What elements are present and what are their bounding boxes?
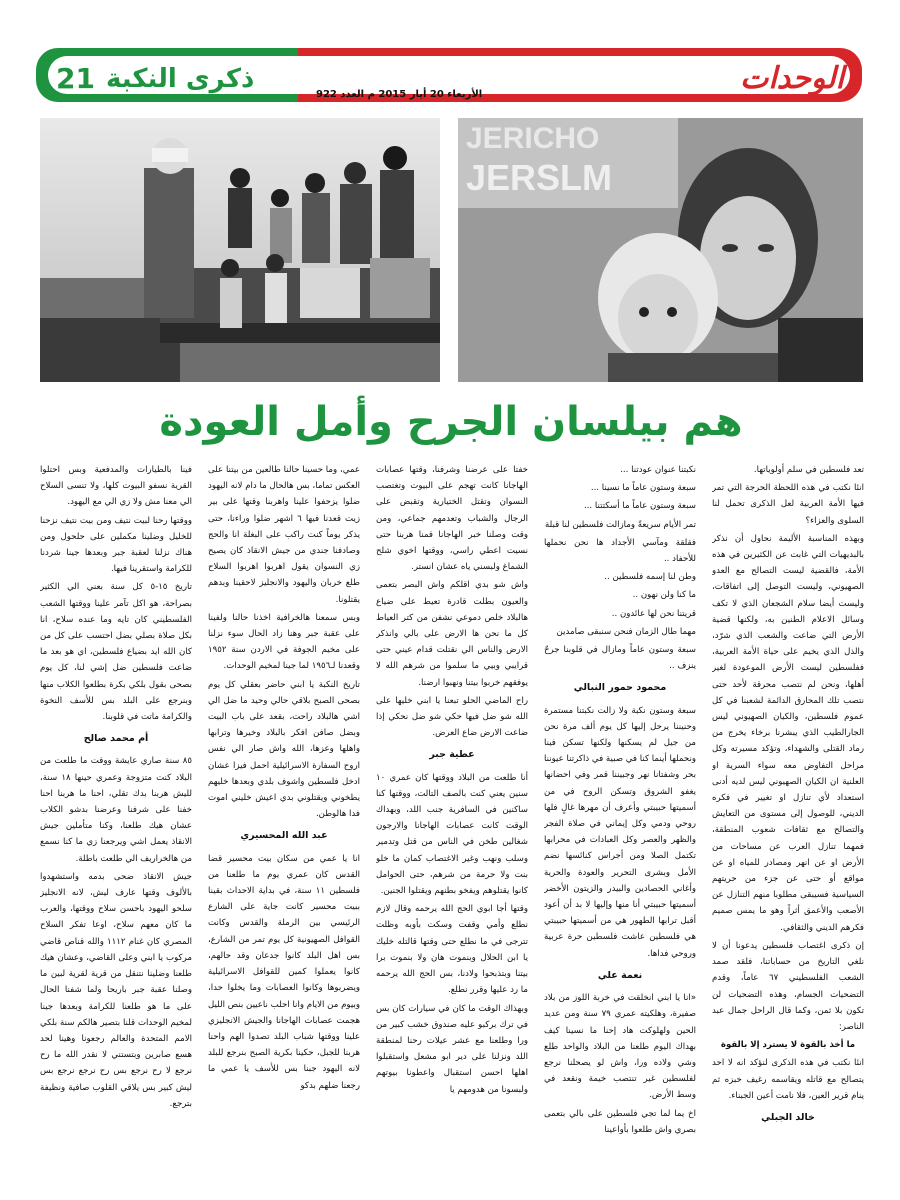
girl-child-image — [458, 118, 863, 382]
paragraph: انئا نكتب في هذه اللحظة الحرجة التي تمر فيها الأمة العربية لعل الذكرى تحمل لنا السلوى والعزاء؟ — [712, 483, 864, 526]
paragraph: تعد فلسطين في سلم أولوياتها. — [753, 465, 864, 475]
paragraph: وبهذه المناسبة الأليمة نحاول أن نذكر بالبديهيات التي غابت عن الكثيرين في هذه الأمة، فالقضية ليست التصالح مع العدو الصهيوني، وليست التوصل إلى اتفاقات، وليست أيضا سلام الشجعان الذي لا تكف وسائل الاعلام الطنين به، ولكنها قضية الأرض التي ضاعت والشعب الذي شرّد، والذل الذي يخيم على حياة الأمة العربية، ففلسطين ليست الأرض الموعودة لغير أهلها، ونحن لم نتصب محرقة لأحد حتى نتصب تلك المحارق الدائمة لشعبنا في كل عموم فلسطين، والكيان الصهيوني ليس الجارالطيب الذي يبشرنا برخاء يخرج من رماد القتلى والشهداء، وتؤكد مسيرته وكل مراحل التفاوض معه سواء السرية او العلنية ان الكيان الصهيوني ليس لديه أدنى استعداد لأي تنازل او تغيير في فكره الديني، للوصول إلى مستوى من التعايش والتصالح مع ثقافات شعوب المنطقة، فمهما تنازل العرب عن مساحات من الأرض او عن انهر ومصادر للمياه او عن مواقع أو حتى عن جزء من حريتهم السياسية فسيبقى مطلوبا منهم التنازل عن الأصعب والأعمق أثراً وهو ما يمس صميم فكرهم الديني والثقافي. — [712, 533, 864, 933]
column-5 — [40, 462, 192, 1174]
paragraph: سبعة وستون نكبة ولا زالت نكبتنا مستمرة وحنيننا يرحل إليها كل يوم ألف مرة نحن من جيل لم يسكنها ولكنها تسكن فينا ونحملها أينما كنا في صبية في ذاكرتنا عيوننا بحر وشفتانا نهر وجبيننا قمر وفي احضانها يغفو الشروق وتسكن الروح في من أسميتها حبيبتي وأعرف أن مهرها غالٍ فلها روحي ودمي وكل إيماني في صلاة الفجر والظهر والعصر وكل العبادات في محرابها تكتمل الصلا ومن أجراس كنائسها نضم الأمل وبشرى التحرير والعودة والحرية وأغاني الحصادين والبيدر والزيتون الأخضر أسميتها حبيبتي أنا منها وإليها لا بد أن أعود أقبل ترابها الطهور هي من أسميتها حبيبتي هي فلسطين عاشت فلسطين حرة عربية وروحي فداها. — [544, 705, 696, 959]
verse-line: ما كنا ولن نهون .. — [632, 590, 696, 601]
paragraph: إن ذكرى اغتصاب فلسطين يدعونا أن لا نلغي التاريخ من حساباتنا، فلقد صمد الشعب الفلسطيني ٦٧ عاماً، وقدم التضحيات الجسام، وهذه التضحيات لن تكون بلا ثمن، وكما قال الراحل جمال عبد الناصر: — [712, 940, 864, 1032]
paragraph: انئا نكتب في هذه الذكرى لنؤكد انه لا احد يتصالح مع قاتله ويقاسمه رغيف خبزه ثم ينام قرير العين، فلا نامت أعين الجبناء. — [712, 1058, 864, 1101]
verse-line: سبعة وستون عاماً ومازال في قلوبنا جرحٌ ينزف .. — [544, 645, 696, 672]
verse-line: قريتنا نحن لها عائدون .. — [611, 608, 696, 619]
verse-line: وطن لنا إسمه فلسطين .. — [604, 572, 696, 583]
verse-line: مهما طال الزمان فنحن سنبقى صامدين — [556, 626, 696, 637]
paragraph: «انا يا ابني انخلقت في خربة اللوز من بلاد صفيرة، وهلكيته عمري ٧٩ سنة ومن عديد الحين ولهلوكت هاد إحنا ما نسينا كيف بهداك اليوم طلعنا من البلاد والواحد طلع وشي ولاده ورا، واش لو يصحلنا نرجع لفلسطين غير تنتصب خيمة ونقعد في وسط الأرض. — [544, 993, 696, 1101]
dateline: الأربعاء 20 أيار 2015 م العدد 922 — [316, 89, 483, 100]
paragraph: اخ يما لما تجي فلسطين على بالي بتعمى بصري واش طلعوا بأواعينا — [544, 1108, 696, 1135]
sign-line-2: JERSLM — [466, 157, 613, 198]
paragraph: وبس سمعنا هالخرافية اخذنا حالنا ولفينا على عقبة جبر وهنا زاد الحال سوء نزلنا على مخيم الجوفة في الاردن سنة ١٩٥٢ وقعدنا لـ١٩٥٦ لما جينا لمخيم الوحدات. — [208, 612, 360, 672]
header-white-bar-wrap — [36, 56, 862, 100]
page-number: 21 — [56, 62, 95, 95]
paragraph: جيش الانقاذ ضحى بدمه واستشهدوا بالألوف وقتها عارف ليش، لانه الانجليز سلحو اليهود باحسن سلاح ووقتها، والعرب ما كان معهم سلاح، اوعا تفكر السلاح المصري كان غنام ١١١٢ والله قناص قاضي مركوب يا ابني وعلى القاضي، وعشان هيك طلعنا وضلينا نتنقل من قرية لقرية لبين ما وصلنا عقبة جبر باريحا ولما شفنا الحال على ما هو طلعنا للكرامة وبعدها جينا لمخيم الوحدات قلنا بتصير هالكم سنة بلكي الامم المتحدة والعالم رجعونا وهينا لحد هسع صابرين وبتستني لا نقدر الله ما رح نرجع لا رح نرجع بس رح نرجع نرجع بس ليش كبير بس يلاقي القلوب صافية ونظيفة بترجع. — [40, 871, 192, 1109]
author-byline: عبد الله المحسيري — [240, 830, 328, 842]
paragraph: واش شو بدي اقلكم واش البصر بتعمى والعيون بطلت قادرة تعيط على ضياع هالبلاد خلص دموعي نشفن من كتر العياط كل ما نحن ها الارض على بالي وانذكر الارض والناس الي نقتلت قدام عيني حتى قرايبي وبيي ما سلموا من شرهم الله لا يوفقهم خربوا بيتنا ونهبوا ارضنا. — [376, 580, 528, 688]
section-title: ذكرى النكبة — [106, 64, 255, 94]
main-headline: هم بيلسان الجرح وأمل العودة — [159, 399, 743, 445]
paragraph: تاريخ النكبة يا ابني حاضر بعقلي كل يوم بصحى الصبح بلاقي حالي وحيد ما ضل الي اشي هالبلاد راحت، بقعد على باب البيت وبضل صافن افكر بالبلاد وخيرها وترابها واهلها وعزها، الله واش صار الي نفس اروح السفارة الاسرائيلية احمل فيزا عشان ادخل فلسطين واشوف بلدي وبعدها خليهم يطخوني ويقتلوني بدي اعيش خليني اموت فدا هالوطن. — [208, 679, 360, 820]
author-byline: خالد الجبلي — [761, 1111, 815, 1123]
paragraph: عمي، وما حسينا حالنا طالعين من بيتنا على العكس تماما، بس هالحال ما دام لانه اليهود ضلوا يزحفوا علينا واهربنا وقتها على بير زيت قعدنا فيها ٦ اشهر ضلوا وراءنا، حتى يذكر يوماً كنت راكب على البغلة انا والحج وصادفنا جندي من جيش الانقاذ كان يصيح زي النسوان يقول اهربوا اهربوا السلاح طلع خربان واليهود والانجليز لاحقينا وبدهم يقتلونا. — [208, 465, 360, 605]
photo-refugees-truck — [40, 118, 440, 382]
author-byline: محمود حمور النبالي — [573, 682, 667, 694]
newspaper-logo: الوحدات — [740, 61, 844, 96]
paragraph: فينا بالطيارات والمدفعية وبس احتلوا القرية نسفو البيوت كلها، ولا تنسى السلاح الي معنا مش ولا زي الي مع اليهود. — [40, 465, 192, 508]
verse-line: نكبتنا عنوان عودتنا ... — [620, 465, 696, 475]
verse-line: سبعة وستون عاماً ما أسكتتنا ... — [583, 501, 696, 512]
author-byline: نعمة علي — [597, 969, 643, 981]
column-4 — [208, 462, 360, 1174]
paragraph: ووقتها رحنا لبيت نتيف ومن بيت نتيف نزحنا للخليل وضلينا مكملين على حلحول ومن هناك نزلنا لعقبة جبر وبعدها جينا شردنا للكرامة واستقرينا فيها. — [40, 515, 192, 575]
photo-girl-with-child — [458, 118, 863, 382]
verse-line: تمر الأيام سريعةً ومازالت فلسطين لنا قبلة — [545, 519, 696, 530]
paragraph: وبهذاك الوقت ما كان في سيارات كان بس في ترك بركبو عليه صندوق خشب كبير من ورا وطلعنا مع عشر عيلات رحنا لمنطقة اللد ونزلنا على دير ابو مشعل واستقبلوا اهلها احسن استقبال واعطونا بيوتهم ولبسونا من هدومهم يا — [376, 1003, 528, 1095]
paragraph: وقتها أجا ابوي الحج الله يرحمه وقال لازم نطلع وأمي وقفت وسكت بأوبه وظلت تترجى في ما نطلع حتى وقتها قالتله خليك يا ابن الحلال وبنموت هان ولا بنموت برا بيتنا وبتذبحوا ولادنا، بس الحج الله يرحمه ما رد عليها وقرر نطلع. — [376, 904, 528, 996]
column-2 — [544, 462, 696, 1174]
refugees-truck-image — [40, 118, 440, 382]
verse-line: سبعة وستون عاماً ما نسينا ... — [590, 483, 696, 494]
quote: ما أخذ بالقوة لا يسترد إلا بالقوة — [720, 1040, 856, 1051]
column-1 — [712, 462, 864, 1174]
paragraph: راح الماضي الحلو تبعنا يا ابني خليها على الله شو ضل فيها حكي شو ضل نحكي إذا ضاعت الارض ضاع العرض. — [376, 695, 528, 739]
article-columns — [38, 462, 864, 1174]
paragraph: أنا طلعت من البلاد ووقتها كان عمري ١٠ سنين يعني كنت بالصف التالت، ووقتها كنا ساكنين في السافرية جنب اللد، وبهداك الوقت كانت عصابات الهاجانا والارجون شغالين طخن في الناس من قتل وتدمير وسلب ونهب وغير الاغتصاب كمان ما خلو بنت ولا حرمة من شرهم، حتى الحوامل كانوا يقتلوهم ويفخو بطنهم ويقتلوا الجنين. — [376, 772, 528, 897]
paragraph: تاريخ ١٥-٥ كل سنة بعني الي الكثير بصراحة، هو اكل تآمر علينا ووقتها الشعب الفلسطيني كان تايه وما عنده سلاح، انا بكل صلاة بصلي بضل احتسب على كل من كان الله ايد بضياع فلسطين، اي هو بعد ما ضاعت فلسطين ضل إشي لنا، كل يوم بصحى بقول بلكي بكرة بطلعوا الكلاب منها وبنرجع على البلد بس للأسف النخوة والكرامة ماتت في قلوبنا. — [40, 582, 192, 723]
verse-line: فقلقة ومآسي الأجداد ها نحن نحملها للأحفاد .. — [544, 537, 696, 565]
paragraph: خفتا على عرضنا وشرفنا، وقتها عصابات الهاجانا كانت تهجم على البيوت وتغتصب النسوان وتقتل الختيارية وتقبض على الرجال والشباب وتعدمهم جماعي، ومن وقت وصلنا خبر الهاجانا قمنا هربنا حتى نسيت اعطي راسي، ووقتها اخوي شلح الشماغ ولبسني ياه عشان انستر. — [376, 465, 528, 573]
paragraph: انا يا عمي من سكان بيت محسير قضا القدس كان عمري يوم ما طلعنا من فلسطين ١١ سنة، في بداية الاحداث بقينا ببيت محسير كانت جاية على الشارع الرئيسي بين الرملة والقدس وكانت القوافل الصهيونية كل يوم تمر من الشارع، بس اهل البلد كانوا جدعان وقد حالهم، كانوا يعملوا كمين للقوافل الاسرائيلية ويضربوها وكانوا العصابات وما يخلوا حدا، وبيوم من الايام وانا احلب ناعيين بنص الليل هجمت عصابات الهاجانا والجيش الانجليزي علينا ووقتها شباب البلد تصدوا الهم واحنا هربنا للجبل، حكينا بكرية الصبح بنرجع للبلد لانه اليهود جبنا بس للأسف يا عمي ما رجعنا ضلهم بدكو — [208, 853, 360, 1091]
author-byline: عطية جبر — [429, 749, 475, 761]
page-header — [36, 48, 862, 102]
sign-line-1: JERICHO — [466, 122, 600, 155]
paragraph: ٨٥ سنة صاري عايشة ووقت ما طلعت من البلاد كنت متزوجة وعمري حينها ١٨ سنة، لليش هربنا بدك تقلي، احنا ما هربنا احنا خفنا على شرفنا وعرضنا بدشو الكلاب عشان هيك طلعنا، وكنا متأملين جيش الانقاذ يعمل اشي ويرجعنا زي ما كنا نسمع من هالخراريف الي طلعت باطلة. — [40, 756, 192, 864]
author-byline: أم محمد صالح — [83, 733, 149, 745]
column-3 — [376, 462, 528, 1174]
